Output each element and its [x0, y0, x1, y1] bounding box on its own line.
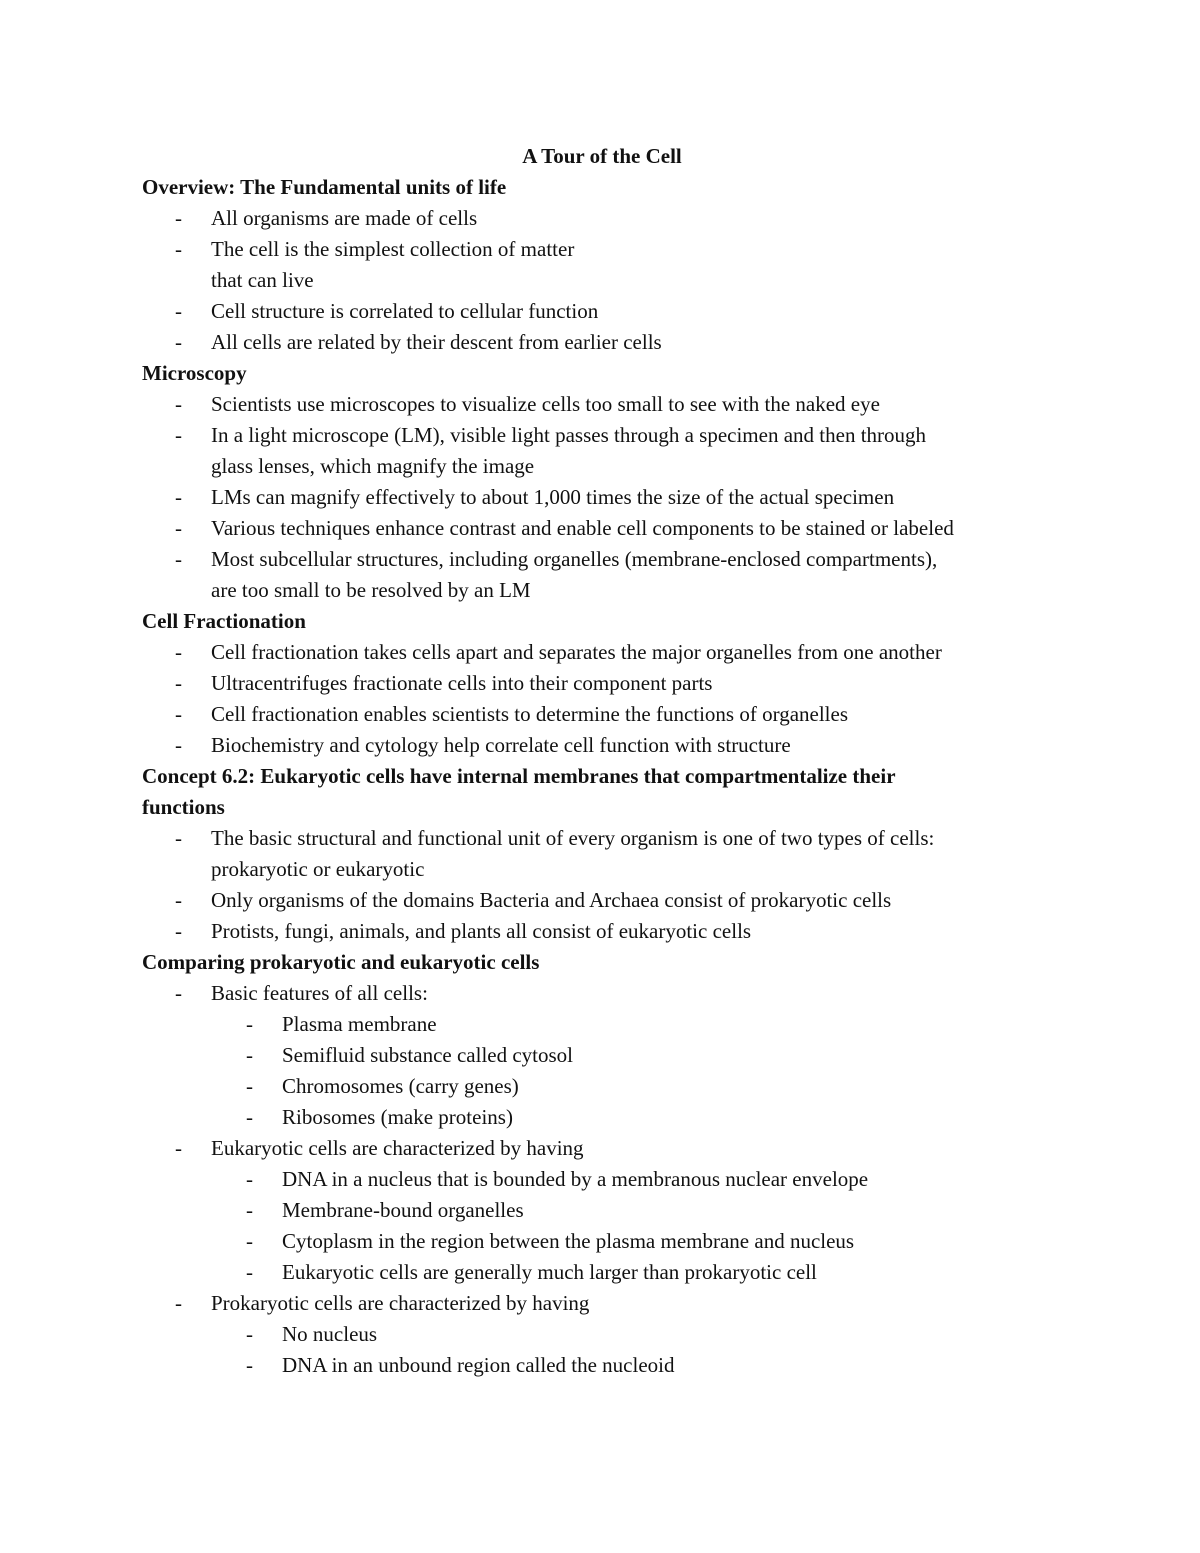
bullet-item: - Cell structure is correlated to cellular function: [142, 296, 1062, 327]
document-title: A Tour of the Cell: [522, 144, 682, 168]
dash-bullet: -: [175, 392, 182, 416]
dash-bullet: -: [175, 299, 182, 323]
bullet-item: - Only organisms of the domains Bacteria and Archaea consist of prokaryotic cells: [142, 885, 1062, 916]
bullet-item: - Protists, fungi, animals, and plants all consist of eukaryotic cells: [142, 916, 1062, 947]
bullet-item: - All cells are related by their descent from earlier cells: [142, 327, 1062, 358]
dash-bullet: -: [175, 423, 182, 447]
section-heading-concept-6-2-cont: functions: [142, 795, 225, 819]
bullet-item: - Various techniques enhance contrast and enable cell components to be stained or labeled: [142, 513, 1062, 544]
dash-bullet: -: [246, 1322, 253, 1346]
dash-bullet: -: [246, 1105, 253, 1129]
sub-bullet-item: - Plasma membrane: [142, 1009, 1062, 1040]
dash-bullet: -: [175, 1136, 182, 1160]
bullet-item: - Basic features of all cells:: [142, 978, 1062, 1009]
dash-bullet: -: [175, 919, 182, 943]
sub-bullet-item: - Ribosomes (make proteins): [142, 1102, 1062, 1133]
dash-bullet: -: [246, 1229, 253, 1253]
sub-bullet-item: - Chromosomes (carry genes): [142, 1071, 1062, 1102]
dash-bullet: -: [175, 702, 182, 726]
bullet-continuation: that can live: [211, 268, 314, 292]
bullet-item: - LMs can magnify effectively to about 1,000 times the size of the actual specimen: [142, 482, 1062, 513]
sub-bullet-item: - Eukaryotic cells are generally much larger than prokaryotic cell: [142, 1257, 1062, 1288]
bullet-item: - Prokaryotic cells are characterized by having: [142, 1288, 1062, 1319]
bullet-item: - Scientists use microscopes to visualize cells too small to see with the naked eye: [142, 389, 1062, 420]
bullet-item: - In a light microscope (LM), visible light passes through a specimen and then through: [142, 420, 1062, 451]
bullet-continuation: glass lenses, which magnify the image: [211, 454, 535, 478]
dash-bullet: -: [246, 1043, 253, 1067]
dash-bullet: -: [175, 237, 182, 261]
bullet-item: - Cell fractionation enables scientists to determine the functions of organelles: [142, 699, 1062, 730]
dash-bullet: -: [175, 516, 182, 540]
dash-bullet: -: [175, 206, 182, 230]
document-page: [142, 141, 1062, 1381]
dash-bullet: -: [246, 1012, 253, 1036]
bullet-item: - The cell is the simplest collection of matter: [142, 234, 1062, 265]
sub-bullet-item: - Cytoplasm in the region between the plasma membrane and nucleus: [142, 1226, 1062, 1257]
sub-bullet-item: - Semifluid substance called cytosol: [142, 1040, 1062, 1071]
bullet-item: - Biochemistry and cytology help correlate cell function with structure: [142, 730, 1062, 761]
dash-bullet: -: [246, 1167, 253, 1191]
bullet-continuation: prokaryotic or eukaryotic: [211, 857, 425, 881]
dash-bullet: -: [175, 547, 182, 571]
section-heading-comparing: Comparing prokaryotic and eukaryotic cells: [142, 950, 540, 974]
dash-bullet: -: [175, 330, 182, 354]
dash-bullet: -: [246, 1353, 253, 1377]
dash-bullet: -: [175, 1291, 182, 1315]
section-heading-concept-6-2: Concept 6.2: Eukaryotic cells have internal membranes that compartmentalize their: [142, 764, 896, 788]
dash-bullet: -: [175, 981, 182, 1005]
bullet-item: - Cell fractionation takes cells apart and separates the major organelles from one another: [142, 637, 1062, 668]
bullet-item: - Eukaryotic cells are characterized by having: [142, 1133, 1062, 1164]
section-heading-cell-fractionation: Cell Fractionation: [142, 609, 306, 633]
bullet-item: - Most subcellular structures, including organelles (membrane-enclosed compartments),: [142, 544, 1062, 575]
bullet-item: - All organisms are made of cells: [142, 203, 1062, 234]
dash-bullet: -: [246, 1074, 253, 1098]
section-heading-microscopy: Microscopy: [142, 361, 247, 385]
dash-bullet: -: [175, 733, 182, 757]
dash-bullet: -: [175, 671, 182, 695]
dash-bullet: -: [175, 888, 182, 912]
bullet-item: - The basic structural and functional unit of every organism is one of two types of cells:: [142, 823, 1062, 854]
dash-bullet: -: [175, 640, 182, 664]
dash-bullet: -: [246, 1260, 253, 1284]
bullet-continuation: are too small to be resolved by an LM: [211, 578, 531, 602]
sub-bullet-item: - Membrane-bound organelles: [142, 1195, 1062, 1226]
dash-bullet: -: [246, 1198, 253, 1222]
section-heading-overview: Overview: The Fundamental units of life: [142, 175, 507, 199]
sub-bullet-item: - DNA in an unbound region called the nucleoid: [142, 1350, 1062, 1381]
sub-bullet-item: - DNA in a nucleus that is bounded by a membranous nuclear envelope: [142, 1164, 1062, 1195]
bullet-item: - Ultracentrifuges fractionate cells into their component parts: [142, 668, 1062, 699]
sub-bullet-item: - No nucleus: [142, 1319, 1062, 1350]
dash-bullet: -: [175, 485, 182, 509]
dash-bullet: -: [175, 826, 182, 850]
